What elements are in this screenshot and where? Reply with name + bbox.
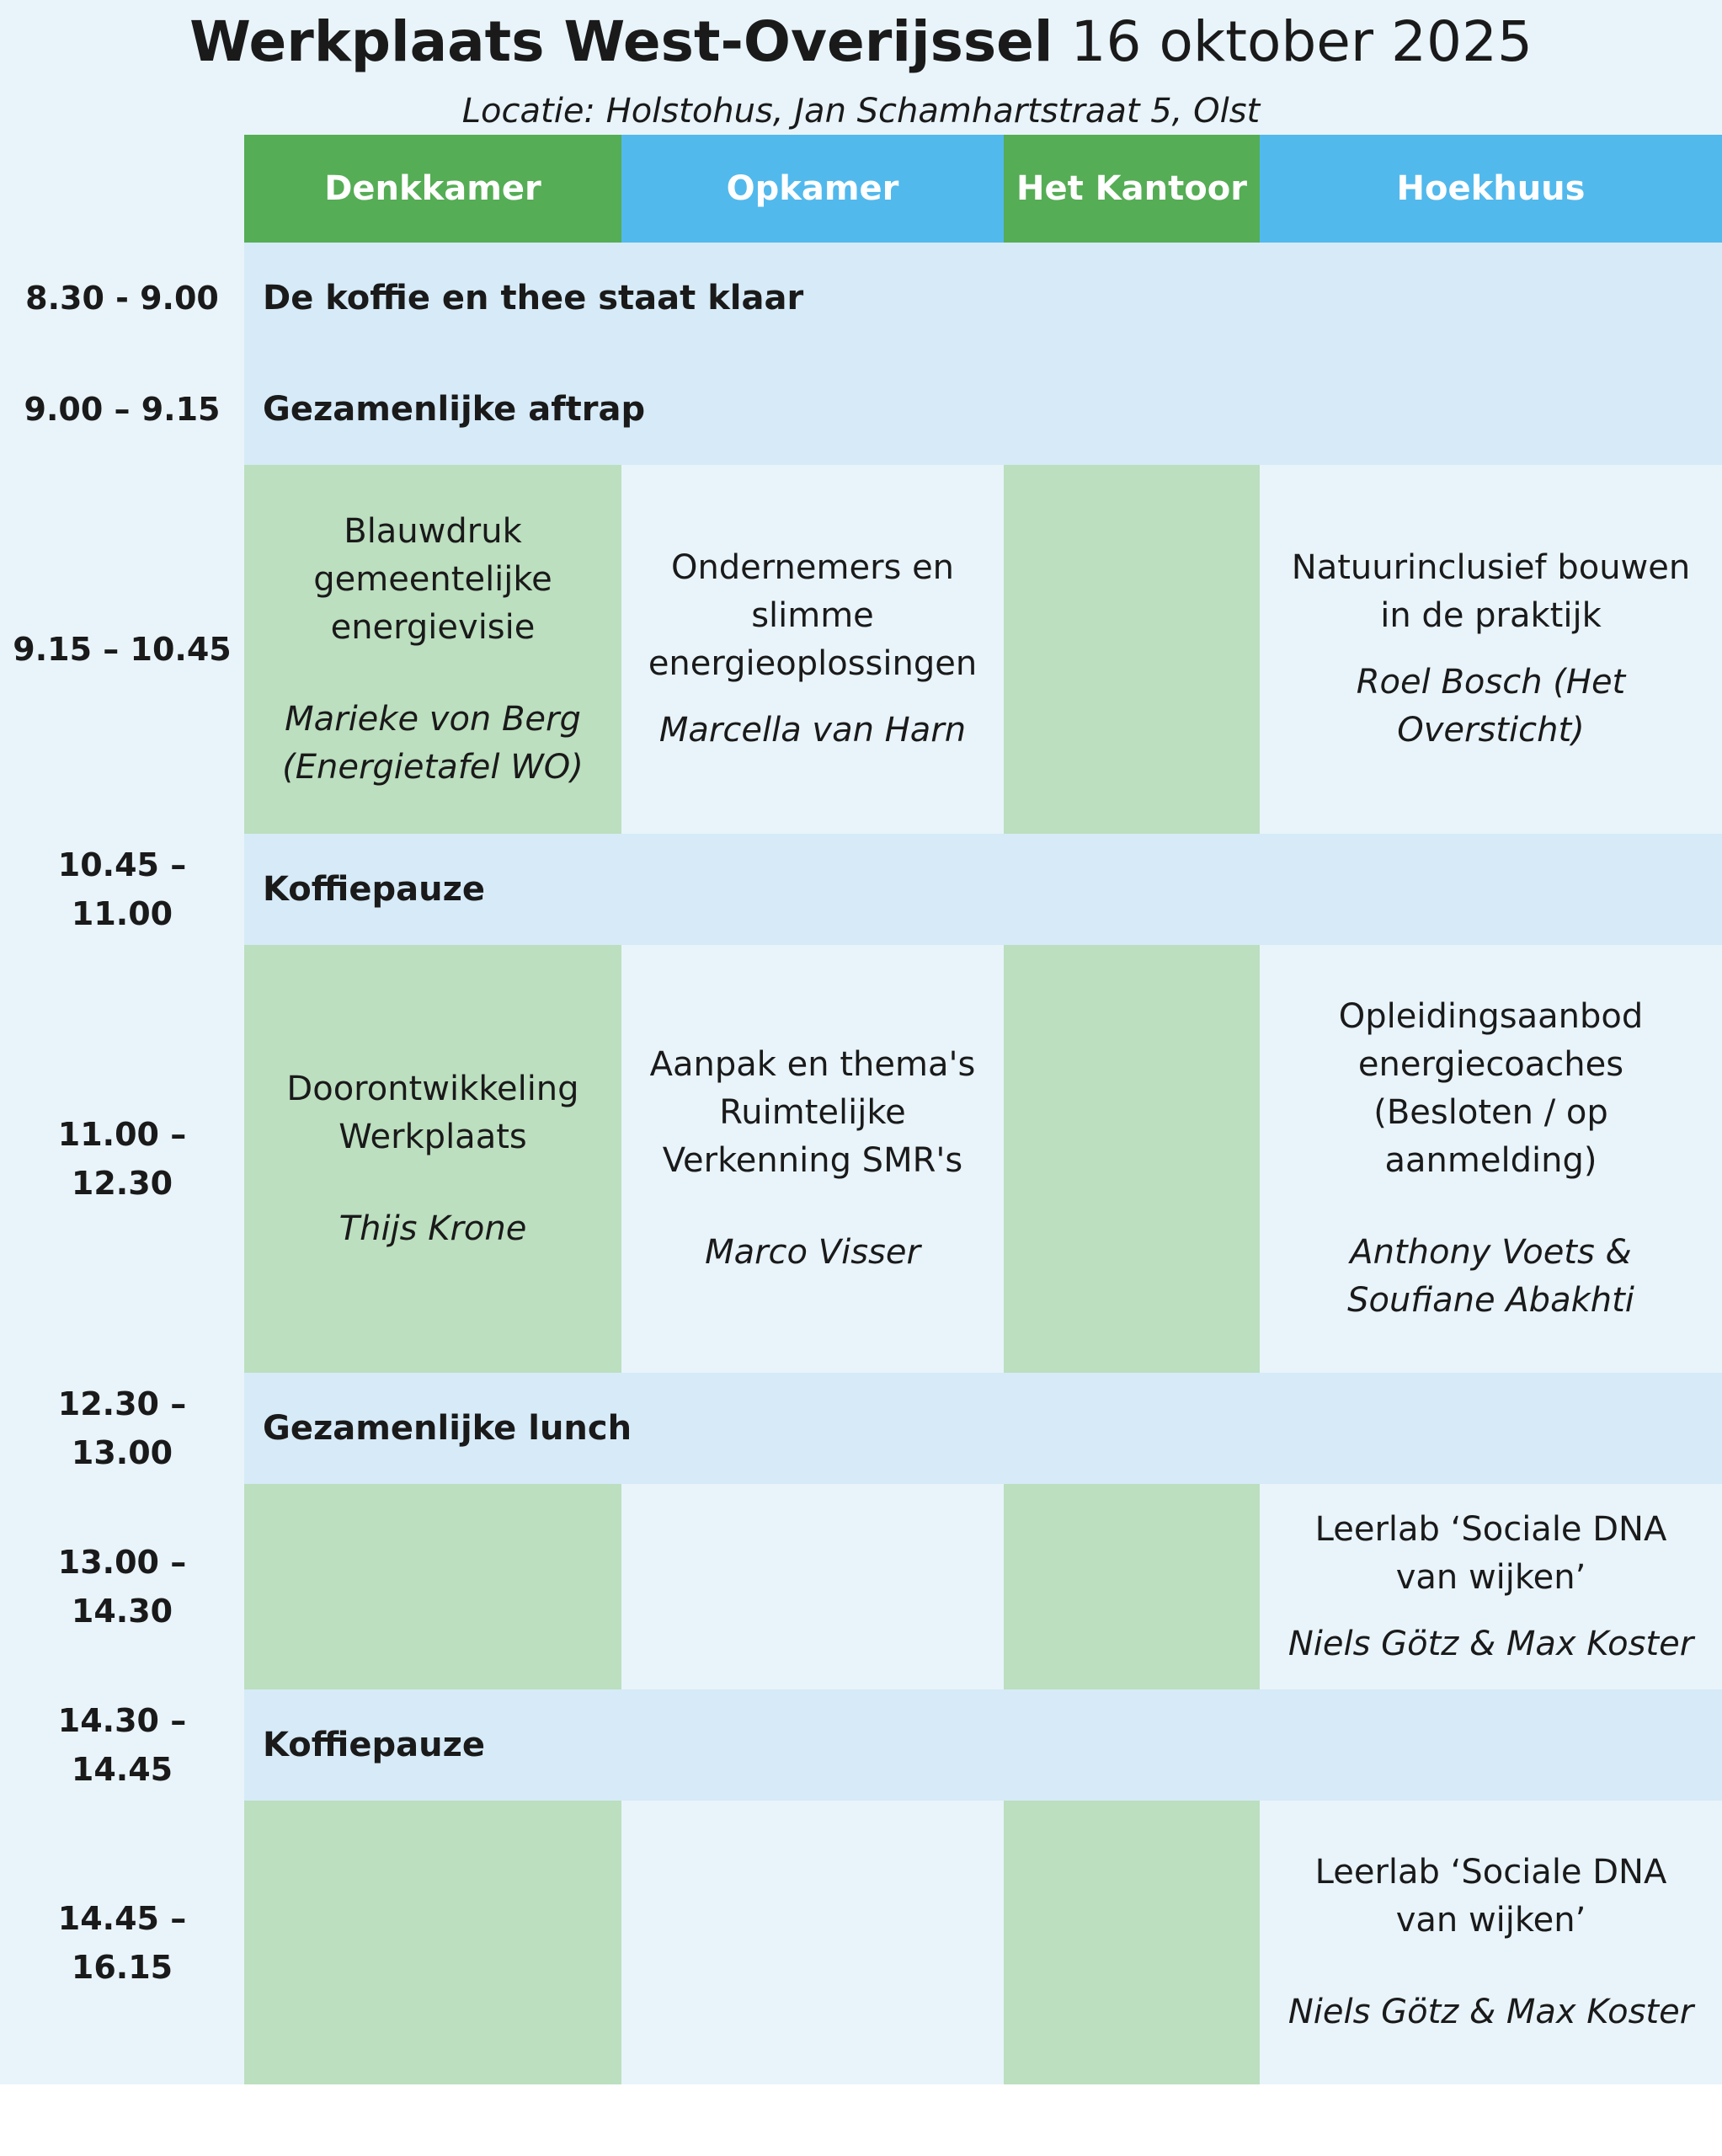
- session-title: Doorontwikkeling Werkplaats: [286, 1069, 579, 1156]
- time-slot-1045: 10.45 – 11.00: [57, 846, 187, 932]
- time-slot-0830: 8.30 - 9.00: [25, 280, 219, 317]
- session-het-kantoor-1300: [1004, 1484, 1260, 1689]
- time-slot-1230: 12.30 – 13.00: [57, 1385, 187, 1471]
- session-presenter: Marieke von Berg (Energietafel WO): [282, 699, 584, 787]
- session-presenter: Thijs Krone: [339, 1209, 527, 1248]
- plenary-coffee-break-1: Koffiepauze: [244, 834, 1722, 945]
- time-slot-0915: 9.15 – 10.45: [13, 631, 232, 668]
- session-presenter: Marco Visser: [705, 1233, 920, 1272]
- session-hoekhuus-1100: [1260, 945, 1722, 1373]
- plenary-kickoff: Gezamenlijke aftrap: [263, 390, 646, 429]
- session-het-kantoor-1445: [1004, 1801, 1260, 2084]
- session-opkamer-1300: [621, 1484, 1004, 1689]
- session-hoekhuus-0915: [1260, 465, 1722, 834]
- time-slot-1430: 14.30 – 14.45: [57, 1702, 187, 1788]
- session-title: Aanpak en thema's Ruimtelijke Verkenning SMR's: [649, 1045, 976, 1180]
- session-denkkamer-1300: [244, 1484, 621, 1689]
- session-title: Leerlab ‘Sociale DNA van wijken’: [1314, 1509, 1667, 1597]
- session-het-kantoor-0915: [1004, 465, 1260, 834]
- time-slot-1445: 14.45 – 16.15: [57, 1899, 187, 1986]
- plenary-coffee-break-2: Koffiepauze: [244, 1689, 1722, 1801]
- time-slot-1300: 13.00 – 14.30: [57, 1544, 187, 1630]
- session-presenter: Niels Götz & Max Koster: [1288, 1993, 1694, 2031]
- plenary-coffee-tea: De koffie en thee staat klaar: [263, 279, 804, 318]
- plenary-band-morning: [244, 243, 1722, 465]
- session-presenter: Roel Bosch (Het Oversticht): [1356, 663, 1626, 750]
- time-slot-0900: 9.00 – 9.15: [24, 391, 221, 428]
- title-date: 16 oktober 2025: [1070, 9, 1533, 74]
- room-header-denkkamer: Denkkamer: [244, 135, 621, 243]
- plenary-lunch: Gezamenlijke lunch: [244, 1373, 1722, 1484]
- session-presenter: Marcella van Harn: [658, 711, 967, 750]
- session-opkamer-0915: [621, 465, 1004, 834]
- room-header-hoekhuus: Hoekhuus: [1260, 135, 1722, 243]
- session-title: Natuurinclusief bouwen in de praktijk: [1291, 548, 1691, 635]
- session-opkamer-1100: [621, 945, 1004, 1373]
- session-het-kantoor-1100: [1004, 945, 1260, 1373]
- session-opkamer-1445: [621, 1801, 1004, 2084]
- session-presenter: Anthony Voets & Soufiane Abakhti: [1347, 1233, 1634, 1320]
- session-presenter: Niels Götz & Max Koster: [1288, 1624, 1694, 1663]
- session-title: Blauwdruk gemeentelijke energievisie: [313, 511, 552, 647]
- session-denkkamer-1100: [244, 945, 621, 1373]
- room-header-het-kantoor: Het Kantoor: [1004, 135, 1260, 243]
- room-header-opkamer: Opkamer: [621, 135, 1004, 243]
- session-hoekhuus-1445: [1260, 1801, 1722, 2084]
- session-title: Ondernemers en slimme energieoplossingen: [648, 548, 978, 683]
- session-hoekhuus-1300: [1260, 1484, 1722, 1689]
- location-subtitle: Locatie: Holstohus, Jan Schamhartstraat 5, Olst: [461, 92, 1261, 131]
- page-title: [0, 5, 1722, 79]
- time-slot-1100: 11.00 – 12.30: [57, 1116, 187, 1202]
- session-title: Leerlab ‘Sociale DNA van wijken’: [1314, 1853, 1667, 1940]
- session-denkkamer-1445: [244, 1801, 621, 2084]
- session-title: Opleidingsaanbod energiecoaches (Besloten / op aanmelding): [1338, 997, 1644, 1180]
- session-denkkamer-0915: [244, 465, 621, 834]
- title-event-name: Werkplaats West-Overijssel: [189, 9, 1053, 74]
